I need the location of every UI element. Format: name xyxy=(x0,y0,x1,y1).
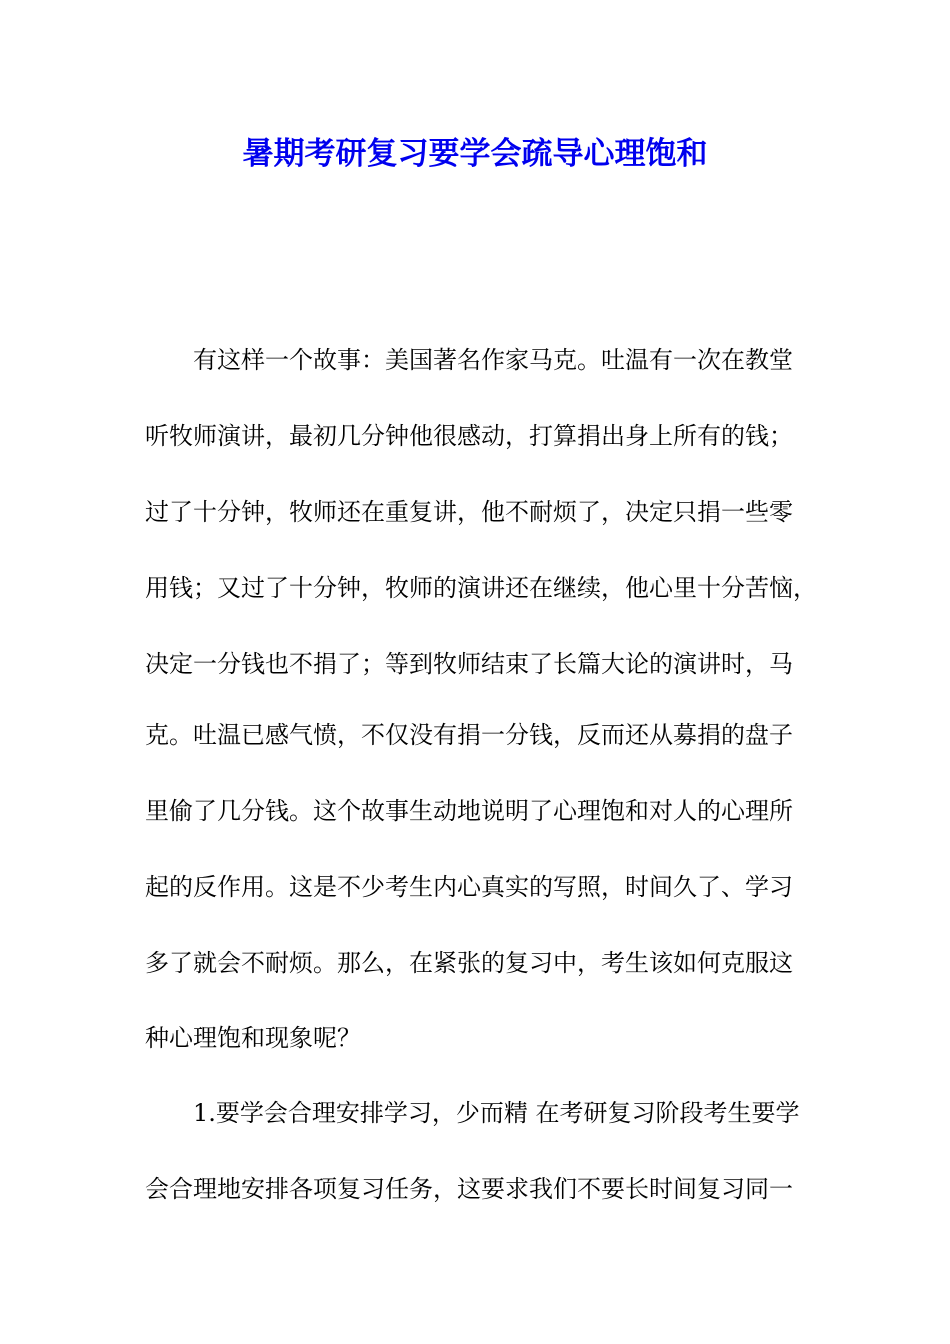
paragraph-line: 1.要学会合理安排学习，少而精 在考研复习阶段考生要学 xyxy=(193,1099,800,1127)
paragraph-line: 决定一分钱也不捐了；等到牧师结束了长篇大论的演讲时，马 xyxy=(145,650,793,678)
paragraph-line: 听牧师演讲，最初几分钟他很感动，打算捐出身上所有的钱； xyxy=(145,422,793,450)
paragraph-line: 里偷了几分钱。这个故事生动地说明了心理饱和对人的心理所 xyxy=(145,797,793,825)
paragraph-line: 多了就会不耐烦。那么，在紧张的复习中，考生该如何克服这 xyxy=(145,949,793,977)
paragraph-line: 过了十分钟，牧师还在重复讲，他不耐烦了，决定只捐一些零 xyxy=(145,498,793,526)
paragraph-line: 种心理饱和现象呢？ xyxy=(145,1024,361,1052)
paragraph-line: 有这样一个故事：美国著名作家马克。吐温有一次在教堂 xyxy=(193,346,793,374)
paragraph-line: 用钱；又过了十分钟，牧师的演讲还在继续，他心里十分苦恼， xyxy=(145,574,817,602)
document-title: 暑期考研复习要学会疏导心理饱和 xyxy=(242,136,708,172)
paragraph-line: 起的反作用。这是不少考生内心真实的写照，时间久了、学习 xyxy=(145,873,793,901)
paragraph-line: 会合理地安排各项复习任务，这要求我们不要长时间复习同一 xyxy=(145,1175,793,1203)
paragraph-line: 克。吐温已感气愤，不仅没有捐一分钱，反而还从募捐的盘子 xyxy=(145,721,793,749)
